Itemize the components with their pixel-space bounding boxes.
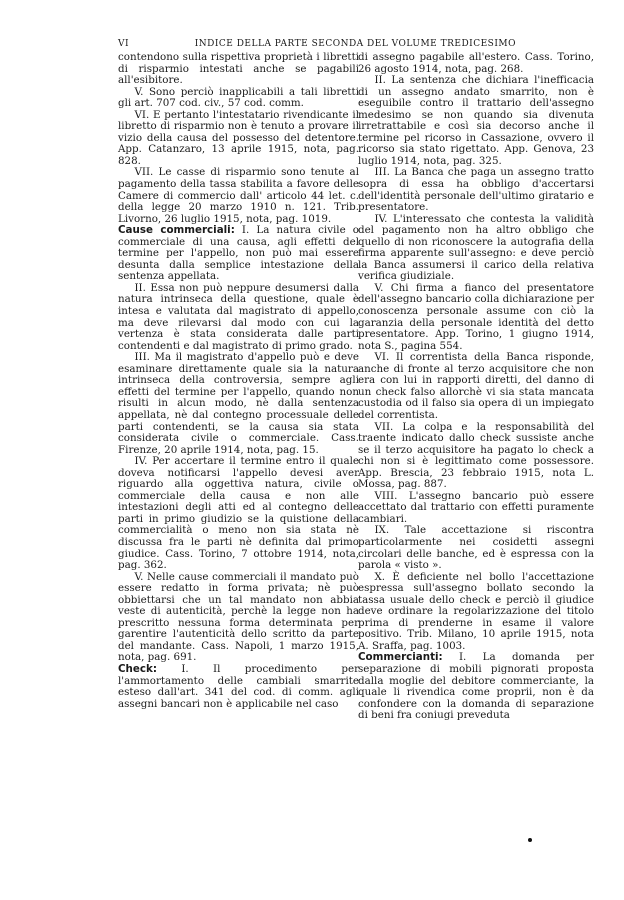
paragraph: III. La Banca che paga un assegno tratto sopra di essa ha obbligo d'accertarsi dell'identità personale dell'ultimo giratario e presentatore. — [358, 166, 594, 214]
paragraph: contendono sulla rispettiva proprietà i libretti di risparmio intestati anche se pagabili all'esibitore. — [118, 51, 359, 87]
entry-heading: Check: — [118, 662, 157, 675]
paragraph: III. Ma il magistrato d'appello può e deve esaminare direttamente quale sia la natura intrinseca della controversia, sempre agli effetti del termine per l'appello, quando non risulti in alcun modo, nè dalla sentenza appellata, nè dal contegno processuale delle parti contendenti, se la causa sia stata considerata civile o commerciale. Cass. Firenze, 20 aprile 1914, nota, pag. 15. — [118, 351, 359, 456]
running-header — [118, 39, 516, 49]
paragraph: VII. Le casse di risparmio sono tenute al pagamento della tassa stabilita a favore delle Camere di commercio dall' articolo 44 let. c. della legge 20 marzo 1910 n. 121. Trib. Livorno, 26 luglio 1915, nota, pag. 1019. — [118, 166, 359, 225]
right-column — [358, 52, 594, 722]
running-title: INDICE DELLA PARTE SECONDA DEL VOLUME TREDICESIMO — [194, 39, 516, 49]
index-entry — [358, 652, 594, 721]
ink-speck — [528, 838, 532, 842]
index-entry — [118, 664, 359, 710]
paragraph: VI. E pertanto l'intestatario rivendicante il libretto di risparmio non è tenuto a provare il vizio della causa del possesso del detentore. App. Catanzaro, 13 aprile 1915, nota, pag. 828. — [118, 108, 359, 167]
paragraph: VI. Il correntista della Banca risponde, anche di fronte al terzo acquisitore che non era con lui in rapporti diretti, del danno di un check falso allorchè vi sia stata mancata custodia od il falso sia opera di un impiegato del correntista. — [358, 351, 594, 421]
paragraph: di assegno pagabile all'estero. Cass. Torino, 26 agosto 1914, nota, pag. 268. — [358, 51, 594, 75]
paragraph: VIII. L'assegno bancario può essere accettato dal trattario con effetti puramente cambiari. — [358, 489, 594, 525]
paragraph: V. Nelle cause commerciali il mandato può essere redatto in forma privata; nè può obbiettarsi che un tal mandato non abbia veste di autenticità, perchè la legge non ha prescritto nessuna forma determinata per garentire l'autenticità dello scritto da parte del mandante. Cass. Napoli, 1 marzo 1915, nota, pag. 691. — [118, 570, 359, 664]
paragraph: II. Essa non può neppure desumersi dalla natura intrinseca della questione, quale è intesa e valutata dal magistrato di appello, ma deve rilevarsi dal modo con cui la vertenza è stata considerata dalle parti contendenti e dal magistrato di primo grado. — [118, 281, 359, 352]
entry-text: I. La natura civile o commerciale di una causa, agli effetti del termine per l'appello, non può mai essere desunta dalla semplice intestazione della sentenza appellata. — [118, 224, 359, 283]
paragraph: X. È deficiente nel bollo l'accettazione espressa sull'assegno bollato secondo la tassa usuale dello check e perciò il giudice deve ordinare la regolarizzazione del titolo prima di prenderne in esame il valore positivo. Trib. Milano, 10 aprile 1915, nota A. Sraffa, pag. 1003. — [358, 570, 594, 652]
paragraph: VII. La colpa e la responsabilità del traente indicato dallo check sussiste anche se il terzo acquisitore ha pagato lo check a chi non si è legittimato come possessore. App. Brescia, 23 febbraio 1915, nota L. Mossa, pag. 887. — [358, 420, 594, 491]
paragraph: IX. Tale accettazione si riscontra particolarmente nei cosidetti assegni circolari delle banche, ed è espressa con la parola « visto ». — [358, 524, 594, 572]
entry-text: I. La domanda per separazione di mobili pignorati proposta dalla moglie del debitore commerciante, la quale li rivendica come proprii, non è da confondere con la domanda di separazione di beni fra coniugi preveduta — [358, 651, 594, 722]
entry-heading: Commercianti: — [358, 651, 443, 664]
page-number: VI — [118, 39, 130, 49]
entry-heading: Cause commerciali: — [118, 224, 235, 237]
entry-text: I. Il procedimento per l'ammortamento delle cambiali smarrite esteso dall'art. 341 del cod. di comm. agli assegni bancari non è applicabile nel caso — [118, 662, 359, 710]
paragraph: IV. Per accertare il termine entro il quale doveva notificarsi l'appello devesi aver riguardo alla oggettiva natura, civile o commerciale della causa e non alle intestazioni degli atti ed al contegno delle parti in primo giudizio se la quistione della commercialità o meno non sia stata nè discussa fra le parti nè definita dal primo giudice. Cass. Torino, 7 ottobre 1914, nota, pag. 362. — [118, 455, 359, 572]
left-column — [118, 52, 359, 710]
paragraph: V. Sono perciò inapplicabili a tali libretti gli art. 707 cod. civ., 57 cod. comm. — [118, 85, 359, 110]
index-entry — [118, 225, 359, 283]
paragraph: II. La sentenza che dichiara l'inefficacia di un assegno andato smarrito, non è eseguibile contro il trattario dell'assegno medesimo se non quando sia divenuta irretrattabile e così sia decorso anche il termine pel ricorso in Cassazione, ovvero il ricorso sia stato rigettato. App. Genova, 23 luglio 1914, nota, pag. 325. — [358, 74, 594, 167]
paragraph: V. Chi firma a fianco del presentatore dell'assegno bancario colla dichiarazione per conoscenza personale assume con ciò la garanzia della personale identità del detto presentatore. App. Torino, 1 giugno 1914, nota S., pagina 554. — [358, 281, 594, 352]
paragraph: IV. L'interessato che contesta la validità del pagamento non ha altro obbligo che quello di non riconoscere la autografia della firma apparente sull'assegno: e deve perciò la Banca assumersi il carico della relativa verifica giudiziale. — [358, 212, 594, 283]
